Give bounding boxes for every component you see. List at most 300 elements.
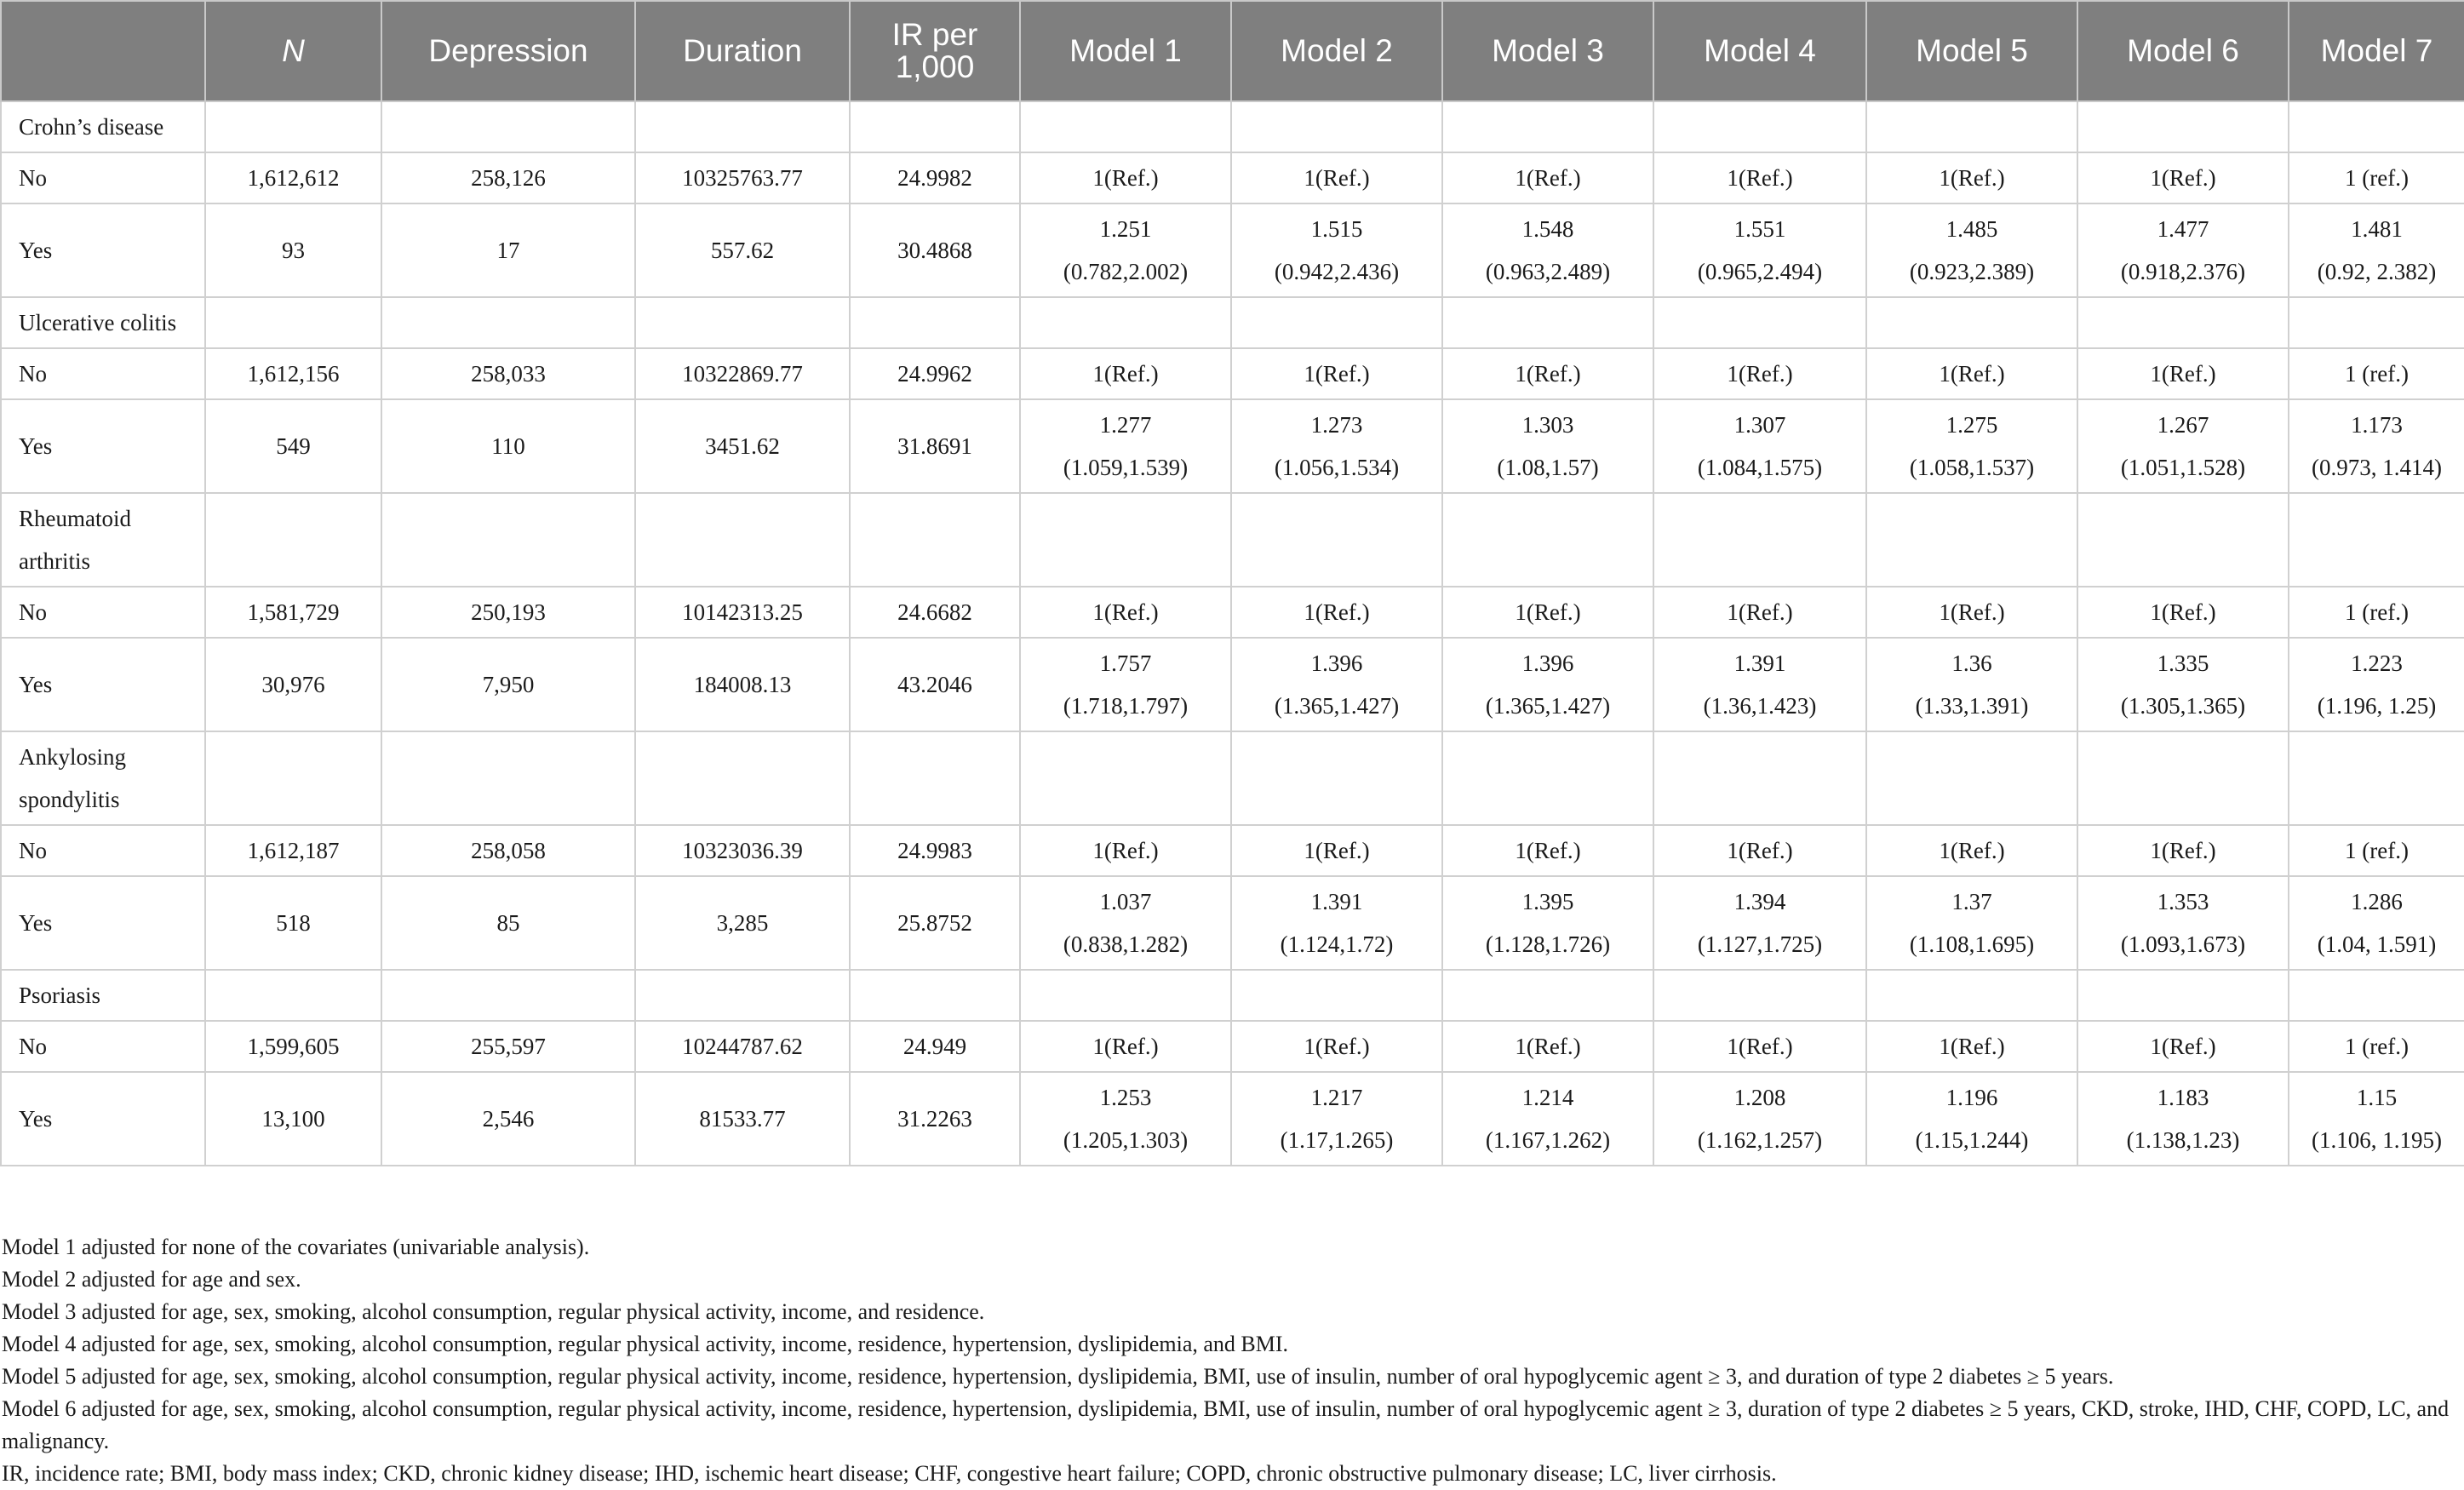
hazard-ratio: 1(Ref.) bbox=[2150, 361, 2216, 387]
confidence-interval: (1.365,1.427) bbox=[1274, 693, 1400, 719]
cell-ir: 24.9982 bbox=[850, 152, 1020, 203]
cell-depression: 255,597 bbox=[381, 1021, 635, 1072]
empty-cell bbox=[2077, 297, 2289, 348]
cell-model-2 bbox=[1231, 1021, 1442, 1072]
header-model-1: Model 1 bbox=[1020, 1, 1231, 101]
group-header-row bbox=[1, 493, 2464, 587]
cell-n: 1,599,605 bbox=[205, 1021, 381, 1072]
header-model-5: Model 5 bbox=[1866, 1, 2077, 101]
cell-model-4 bbox=[1653, 1021, 1866, 1072]
header-ir: IR per 1,000 bbox=[850, 1, 1020, 101]
cell-model-5 bbox=[1866, 825, 2077, 876]
empty-cell bbox=[2077, 493, 2289, 587]
empty-cell bbox=[1020, 493, 1231, 587]
confidence-interval: (1.128,1.726) bbox=[1485, 931, 1611, 957]
empty-cell bbox=[850, 297, 1020, 348]
confidence-interval: (1.205,1.303) bbox=[1063, 1127, 1189, 1153]
cell-model-1 bbox=[1020, 348, 1231, 399]
empty-cell bbox=[205, 101, 381, 152]
empty-cell bbox=[1866, 970, 2077, 1021]
hazard-ratio: 1(Ref.) bbox=[1092, 165, 1159, 191]
cell-model-7 bbox=[2289, 825, 2464, 876]
table-row bbox=[1, 399, 2464, 493]
cell-duration: 557.62 bbox=[635, 203, 850, 297]
empty-cell bbox=[2289, 101, 2464, 152]
cell-model-3 bbox=[1442, 587, 1653, 638]
confidence-interval: (1.106, 1.195) bbox=[2312, 1127, 2442, 1153]
cell-duration: 3451.62 bbox=[635, 399, 850, 493]
cell-duration: 10325763.77 bbox=[635, 152, 850, 203]
cell-model-7 bbox=[2289, 152, 2464, 203]
header-label bbox=[1, 1, 205, 101]
hazard-ratio: 1.277 bbox=[1099, 412, 1152, 438]
confidence-interval: (1.051,1.528) bbox=[2120, 455, 2246, 480]
hazard-ratio: 1(Ref.) bbox=[1304, 1034, 1370, 1059]
cell-model-3 bbox=[1442, 876, 1653, 970]
hazard-ratio: 1.481 bbox=[2351, 216, 2403, 242]
confidence-interval: (1.162,1.257) bbox=[1697, 1127, 1823, 1153]
cell-model-4 bbox=[1653, 638, 1866, 731]
empty-cell bbox=[1653, 297, 1866, 348]
hazard-ratio: 1.037 bbox=[1099, 889, 1152, 914]
cell-ir: 25.8752 bbox=[850, 876, 1020, 970]
empty-cell bbox=[381, 493, 635, 587]
header-model-6: Model 6 bbox=[2077, 1, 2289, 101]
confidence-interval: (0.918,2.376) bbox=[2120, 259, 2246, 284]
group-name: Ulcerative colitis bbox=[1, 297, 205, 348]
hazard-ratio: 1.267 bbox=[2157, 412, 2209, 438]
hazard-ratio: 1.391 bbox=[1733, 650, 1786, 676]
confidence-interval: (1.17,1.265) bbox=[1280, 1127, 1394, 1153]
group-name: Ankylosing spondylitis bbox=[1, 731, 205, 825]
cell-model-3 bbox=[1442, 1072, 1653, 1166]
hazard-ratio: 1.391 bbox=[1310, 889, 1363, 914]
header-depression: Depression bbox=[381, 1, 635, 101]
cell-model-5 bbox=[1866, 876, 2077, 970]
group-name: Rheumatoid arthritis bbox=[1, 493, 205, 587]
cell-model-6 bbox=[2077, 348, 2289, 399]
hazard-ratio: 1(Ref.) bbox=[2150, 165, 2216, 191]
cell-n: 549 bbox=[205, 399, 381, 493]
empty-cell bbox=[381, 731, 635, 825]
header-model-2: Model 2 bbox=[1231, 1, 1442, 101]
empty-cell bbox=[1653, 101, 1866, 152]
cell-model-5 bbox=[1866, 152, 2077, 203]
cell-depression: 258,033 bbox=[381, 348, 635, 399]
cell-ir: 30.4868 bbox=[850, 203, 1020, 297]
row-label: No bbox=[1, 152, 205, 203]
hazard-ratio: 1.253 bbox=[1099, 1085, 1152, 1110]
hazard-ratio: 1.394 bbox=[1733, 889, 1786, 914]
group-header-row bbox=[1, 970, 2464, 1021]
confidence-interval: (1.138,1.23) bbox=[2126, 1127, 2240, 1153]
hazard-ratio: 1(Ref.) bbox=[1727, 1034, 1793, 1059]
hazard-ratio: 1(Ref.) bbox=[1092, 1034, 1159, 1059]
cell-model-7 bbox=[2289, 876, 2464, 970]
empty-cell bbox=[635, 101, 850, 152]
hazard-ratio: 1(Ref.) bbox=[1939, 361, 2005, 387]
cell-duration: 3,285 bbox=[635, 876, 850, 970]
cell-model-2 bbox=[1231, 152, 1442, 203]
confidence-interval: (1.196, 1.25) bbox=[2317, 693, 2437, 719]
hazard-ratio: 1.515 bbox=[1310, 216, 1363, 242]
empty-cell bbox=[1231, 101, 1442, 152]
group-name: Psoriasis bbox=[1, 970, 205, 1021]
table-row bbox=[1, 203, 2464, 297]
empty-cell bbox=[635, 297, 850, 348]
empty-cell bbox=[850, 970, 1020, 1021]
hazard-ratio: 1.551 bbox=[1733, 216, 1786, 242]
cell-model-7 bbox=[2289, 203, 2464, 297]
confidence-interval: (1.36,1.423) bbox=[1703, 693, 1817, 719]
empty-cell bbox=[2289, 297, 2464, 348]
empty-cell bbox=[635, 493, 850, 587]
empty-cell bbox=[2077, 101, 2289, 152]
empty-cell bbox=[1020, 970, 1231, 1021]
hazard-ratio: 1.395 bbox=[1521, 889, 1574, 914]
empty-cell bbox=[1866, 731, 2077, 825]
cell-duration: 10244787.62 bbox=[635, 1021, 850, 1072]
table-row bbox=[1, 152, 2464, 203]
confidence-interval: (0.973, 1.414) bbox=[2312, 455, 2442, 480]
hazard-ratio: 1.396 bbox=[1521, 650, 1574, 676]
row-label: Yes bbox=[1, 876, 205, 970]
empty-cell bbox=[1231, 970, 1442, 1021]
cell-model-6 bbox=[2077, 825, 2289, 876]
footnote: Model 1 adjusted for none of the covariates (univariable analysis). bbox=[2, 1235, 590, 1259]
hazard-ratio: 1.307 bbox=[1733, 412, 1786, 438]
hazard-ratio: 1 (ref.) bbox=[2345, 1034, 2409, 1059]
cell-model-1 bbox=[1020, 1021, 1231, 1072]
hazard-ratio: 1.485 bbox=[1945, 216, 1998, 242]
empty-cell bbox=[205, 731, 381, 825]
hazard-ratio: 1.251 bbox=[1099, 216, 1152, 242]
cell-model-1 bbox=[1020, 825, 1231, 876]
cell-ir: 31.2263 bbox=[850, 1072, 1020, 1166]
cell-model-5 bbox=[1866, 638, 2077, 731]
empty-cell bbox=[2289, 970, 2464, 1021]
hazard-ratio: 1(Ref.) bbox=[1515, 838, 1581, 863]
cell-model-4 bbox=[1653, 587, 1866, 638]
footnote: IR, incidence rate; BMI, body mass index; CKD, chronic kidney disease; IHD, ischemic heart disease; CHF, congestive heart failure; COPD, chronic obstructive pulmonary disease; LC, liver cirrhosis. bbox=[2, 1461, 1777, 1486]
hazard-ratio: 1.303 bbox=[1521, 412, 1574, 438]
empty-cell bbox=[1653, 731, 1866, 825]
header-duration: Duration bbox=[635, 1, 850, 101]
table-row bbox=[1, 876, 2464, 970]
hazard-ratio: 1.273 bbox=[1310, 412, 1363, 438]
confidence-interval: (0.942,2.436) bbox=[1274, 259, 1400, 284]
confidence-interval: (1.093,1.673) bbox=[2120, 931, 2246, 957]
cell-model-1 bbox=[1020, 203, 1231, 297]
empty-cell bbox=[1866, 493, 2077, 587]
hazard-ratio: 1(Ref.) bbox=[2150, 838, 2216, 863]
cell-depression: 17 bbox=[381, 203, 635, 297]
confidence-interval: (0.92, 2.382) bbox=[2317, 259, 2437, 284]
cell-depression: 7,950 bbox=[381, 638, 635, 731]
empty-cell bbox=[1231, 297, 1442, 348]
empty-cell bbox=[1442, 297, 1653, 348]
hazard-ratio: 1 (ref.) bbox=[2345, 599, 2409, 625]
hazard-ratio: 1(Ref.) bbox=[1727, 599, 1793, 625]
cell-model-6 bbox=[2077, 638, 2289, 731]
hazard-ratio: 1.548 bbox=[1521, 216, 1574, 242]
cell-model-1 bbox=[1020, 876, 1231, 970]
cell-n: 518 bbox=[205, 876, 381, 970]
empty-cell bbox=[1442, 731, 1653, 825]
cell-depression: 258,126 bbox=[381, 152, 635, 203]
hazard-ratio: 1 (ref.) bbox=[2345, 361, 2409, 387]
hazard-ratio: 1(Ref.) bbox=[1515, 599, 1581, 625]
cell-model-5 bbox=[1866, 348, 2077, 399]
cell-depression: 258,058 bbox=[381, 825, 635, 876]
row-label: No bbox=[1, 825, 205, 876]
cell-model-7 bbox=[2289, 348, 2464, 399]
confidence-interval: (1.108,1.695) bbox=[1909, 931, 2035, 957]
hazard-ratio: 1.183 bbox=[2157, 1085, 2209, 1110]
cell-model-7 bbox=[2289, 638, 2464, 731]
empty-cell bbox=[205, 297, 381, 348]
empty-cell bbox=[1442, 493, 1653, 587]
cell-model-5 bbox=[1866, 203, 2077, 297]
hazard-ratio: 1.477 bbox=[2157, 216, 2209, 242]
table-row bbox=[1, 587, 2464, 638]
table-row bbox=[1, 348, 2464, 399]
cell-duration: 81533.77 bbox=[635, 1072, 850, 1166]
hazard-ratio: 1(Ref.) bbox=[1515, 1034, 1581, 1059]
header-model-7: Model 7 bbox=[2289, 1, 2464, 101]
hazard-ratio: 1(Ref.) bbox=[1304, 838, 1370, 863]
cell-model-6 bbox=[2077, 152, 2289, 203]
hazard-ratio: 1(Ref.) bbox=[1939, 838, 2005, 863]
empty-cell bbox=[2077, 970, 2289, 1021]
footnote: Model 5 adjusted for age, sex, smoking, alcohol consumption, regular physical activity, income, residence, hypertension, dyslipidemia, BMI, use of insulin, number of oral hypoglycemic agent ≥ 3, and duration of type 2 diabetes ≥ 5 years. bbox=[2, 1364, 2114, 1389]
row-label: Yes bbox=[1, 638, 205, 731]
cell-model-3 bbox=[1442, 1021, 1653, 1072]
empty-cell bbox=[1020, 101, 1231, 152]
header-model-3: Model 3 bbox=[1442, 1, 1653, 101]
cell-model-4 bbox=[1653, 876, 1866, 970]
cell-model-7 bbox=[2289, 1072, 2464, 1166]
hazard-ratio: 1(Ref.) bbox=[1727, 361, 1793, 387]
cell-model-6 bbox=[2077, 1021, 2289, 1072]
cell-model-6 bbox=[2077, 587, 2289, 638]
hazard-ratio: 1(Ref.) bbox=[1092, 599, 1159, 625]
confidence-interval: (1.08,1.57) bbox=[1497, 455, 1599, 480]
cell-n: 30,976 bbox=[205, 638, 381, 731]
group-name: Crohn’s disease bbox=[1, 101, 205, 152]
cell-ir: 24.949 bbox=[850, 1021, 1020, 1072]
table-body bbox=[1, 101, 2464, 1166]
cell-ir: 24.9962 bbox=[850, 348, 1020, 399]
hazard-ratio: 1(Ref.) bbox=[1939, 1034, 2005, 1059]
hazard-ratio: 1(Ref.) bbox=[1092, 361, 1159, 387]
cell-model-2 bbox=[1231, 399, 1442, 493]
empty-cell bbox=[205, 970, 381, 1021]
hazard-ratio: 1.335 bbox=[2157, 650, 2209, 676]
confidence-interval: (0.838,1.282) bbox=[1063, 931, 1189, 957]
cell-n: 93 bbox=[205, 203, 381, 297]
hazard-ratio: 1(Ref.) bbox=[2150, 599, 2216, 625]
hazard-ratio: 1.15 bbox=[2356, 1085, 2398, 1110]
empty-cell bbox=[1231, 493, 1442, 587]
cell-model-4 bbox=[1653, 825, 1866, 876]
table-row bbox=[1, 1021, 2464, 1072]
cell-ir: 24.6682 bbox=[850, 587, 1020, 638]
empty-cell bbox=[635, 970, 850, 1021]
cell-n: 1,612,187 bbox=[205, 825, 381, 876]
cell-model-6 bbox=[2077, 203, 2289, 297]
table-row bbox=[1, 1072, 2464, 1166]
row-label: Yes bbox=[1, 203, 205, 297]
hazard-ratio: 1(Ref.) bbox=[1727, 838, 1793, 863]
hazard-ratio: 1.396 bbox=[1310, 650, 1363, 676]
empty-cell bbox=[381, 297, 635, 348]
empty-cell bbox=[1653, 970, 1866, 1021]
hazard-ratio: 1.36 bbox=[1951, 650, 1992, 676]
confidence-interval: (1.056,1.534) bbox=[1274, 455, 1400, 480]
hazard-ratio: 1(Ref.) bbox=[1092, 838, 1159, 863]
cell-model-6 bbox=[2077, 876, 2289, 970]
hazard-ratio: 1(Ref.) bbox=[1515, 361, 1581, 387]
confidence-interval: (0.923,2.389) bbox=[1909, 259, 2035, 284]
hazard-ratio: 1(Ref.) bbox=[1304, 165, 1370, 191]
hazard-ratio: 1(Ref.) bbox=[1515, 165, 1581, 191]
cell-model-3 bbox=[1442, 348, 1653, 399]
cell-depression: 250,193 bbox=[381, 587, 635, 638]
confidence-interval: (1.167,1.262) bbox=[1485, 1127, 1611, 1153]
group-header-row bbox=[1, 101, 2464, 152]
confidence-interval: (1.15,1.244) bbox=[1915, 1127, 2029, 1153]
cell-model-2 bbox=[1231, 203, 1442, 297]
empty-cell bbox=[1231, 731, 1442, 825]
empty-cell bbox=[1020, 297, 1231, 348]
group-header-row bbox=[1, 731, 2464, 825]
cell-model-2 bbox=[1231, 825, 1442, 876]
cell-model-3 bbox=[1442, 638, 1653, 731]
empty-cell bbox=[381, 970, 635, 1021]
empty-cell bbox=[635, 731, 850, 825]
empty-cell bbox=[850, 101, 1020, 152]
confidence-interval: (1.059,1.539) bbox=[1063, 455, 1189, 480]
confidence-interval: (1.058,1.537) bbox=[1909, 455, 2035, 480]
hazard-ratio: 1.275 bbox=[1945, 412, 1998, 438]
cell-model-1 bbox=[1020, 399, 1231, 493]
row-label: No bbox=[1, 1021, 205, 1072]
cell-model-7 bbox=[2289, 1021, 2464, 1072]
header-row bbox=[1, 1, 2464, 101]
hazard-ratio: 1.173 bbox=[2351, 412, 2403, 438]
cell-model-6 bbox=[2077, 1072, 2289, 1166]
cell-depression: 85 bbox=[381, 876, 635, 970]
confidence-interval: (1.124,1.72) bbox=[1280, 931, 1394, 957]
cell-depression: 110 bbox=[381, 399, 635, 493]
footnote: Model 2 adjusted for age and sex. bbox=[2, 1267, 301, 1292]
cell-n: 1,612,156 bbox=[205, 348, 381, 399]
hazard-ratio: 1.217 bbox=[1310, 1085, 1363, 1110]
empty-cell bbox=[1866, 297, 2077, 348]
row-label: No bbox=[1, 348, 205, 399]
hazard-ratio: 1.214 bbox=[1521, 1085, 1574, 1110]
cell-model-3 bbox=[1442, 399, 1653, 493]
cell-model-2 bbox=[1231, 1072, 1442, 1166]
cell-n: 1,581,729 bbox=[205, 587, 381, 638]
confidence-interval: (0.965,2.494) bbox=[1697, 259, 1823, 284]
hazard-ratio: 1 (ref.) bbox=[2345, 165, 2409, 191]
cell-model-3 bbox=[1442, 825, 1653, 876]
group-header-row bbox=[1, 297, 2464, 348]
row-label: Yes bbox=[1, 399, 205, 493]
cell-ir: 43.2046 bbox=[850, 638, 1020, 731]
cell-duration: 10142313.25 bbox=[635, 587, 850, 638]
cell-depression: 2,546 bbox=[381, 1072, 635, 1166]
cell-model-4 bbox=[1653, 348, 1866, 399]
hazard-ratio: 1.757 bbox=[1099, 650, 1152, 676]
cell-model-5 bbox=[1866, 1021, 2077, 1072]
empty-cell bbox=[1442, 970, 1653, 1021]
hazard-ratio: 1 (ref.) bbox=[2345, 838, 2409, 863]
cell-model-6 bbox=[2077, 399, 2289, 493]
cell-model-4 bbox=[1653, 399, 1866, 493]
hazard-ratio: 1.37 bbox=[1951, 889, 1992, 914]
empty-cell bbox=[2289, 493, 2464, 587]
cell-model-1 bbox=[1020, 152, 1231, 203]
table-row bbox=[1, 638, 2464, 731]
cell-ir: 24.9983 bbox=[850, 825, 1020, 876]
cell-model-2 bbox=[1231, 638, 1442, 731]
empty-cell bbox=[850, 493, 1020, 587]
cell-model-2 bbox=[1231, 587, 1442, 638]
cell-model-1 bbox=[1020, 587, 1231, 638]
hazard-ratio: 1(Ref.) bbox=[1939, 165, 2005, 191]
table-footnotes bbox=[2, 1231, 2454, 1490]
cell-model-5 bbox=[1866, 587, 2077, 638]
footnote: Model 4 adjusted for age, sex, smoking, alcohol consumption, regular physical activity, income, residence, hypertension, dyslipidemia, and BMI. bbox=[2, 1332, 1289, 1356]
cell-model-5 bbox=[1866, 1072, 2077, 1166]
cell-model-4 bbox=[1653, 203, 1866, 297]
table-row bbox=[1, 825, 2464, 876]
cell-model-3 bbox=[1442, 203, 1653, 297]
hazard-ratio: 1.353 bbox=[2157, 889, 2209, 914]
empty-cell bbox=[2077, 731, 2289, 825]
cell-model-4 bbox=[1653, 1072, 1866, 1166]
empty-cell bbox=[381, 101, 635, 152]
cell-n: 1,612,612 bbox=[205, 152, 381, 203]
hazard-ratio: 1.286 bbox=[2351, 889, 2403, 914]
hazard-ratio: 1.196 bbox=[1945, 1085, 1998, 1110]
empty-cell bbox=[850, 731, 1020, 825]
footnote: Model 6 adjusted for age, sex, smoking, alcohol consumption, regular physical activity, income, residence, hypertension, dyslipidemia, BMI, use of insulin, number of oral hypoglycemic agent ≥ 3, duration of type 2 diabetes ≥ 5 years, CKD, stroke, IHD, CHF, COPD, LC, and malignancy. bbox=[2, 1396, 2450, 1453]
hazard-ratio: 1.208 bbox=[1733, 1085, 1786, 1110]
empty-cell bbox=[1442, 101, 1653, 152]
cell-model-2 bbox=[1231, 348, 1442, 399]
empty-cell bbox=[205, 493, 381, 587]
cell-ir: 31.8691 bbox=[850, 399, 1020, 493]
hazard-ratio: 1(Ref.) bbox=[1304, 361, 1370, 387]
header-model-4: Model 4 bbox=[1653, 1, 1866, 101]
empty-cell bbox=[1020, 731, 1231, 825]
cell-model-1 bbox=[1020, 1072, 1231, 1166]
cell-duration: 184008.13 bbox=[635, 638, 850, 731]
cell-model-4 bbox=[1653, 152, 1866, 203]
confidence-interval: (0.782,2.002) bbox=[1063, 259, 1189, 284]
footnote: Model 3 adjusted for age, sex, smoking, alcohol consumption, regular physical activity, income, and residence. bbox=[2, 1299, 985, 1324]
confidence-interval: (1.33,1.391) bbox=[1915, 693, 2029, 719]
confidence-interval: (1.127,1.725) bbox=[1697, 931, 1823, 957]
cell-model-7 bbox=[2289, 399, 2464, 493]
cell-model-5 bbox=[1866, 399, 2077, 493]
row-label: Yes bbox=[1, 1072, 205, 1166]
cell-model-3 bbox=[1442, 152, 1653, 203]
